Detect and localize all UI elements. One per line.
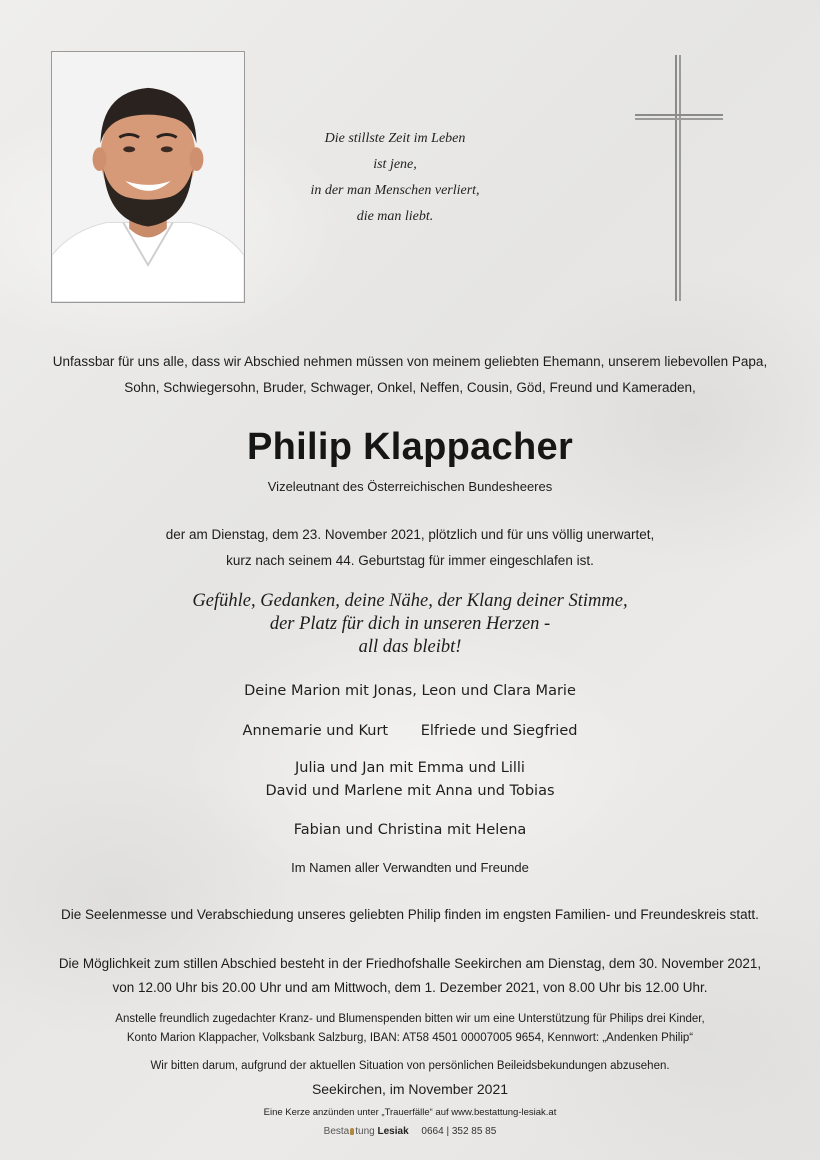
candle-icon [350, 1128, 354, 1135]
deceased-name: Philip Klappacher [246, 426, 574, 468]
place-date: Seekirchen, im November 2021 [311, 1081, 509, 1097]
condolence-note: Wir bitten darum, aufgrund der aktuellen Situation von persönlichen Beileidsbekundungen abzusehen. [150, 1060, 670, 1072]
candle-note: Eine Kerze anzünden unter „Trauerfälle“ auf www.bestattung-lesiak.at [263, 1107, 557, 1118]
donation-text [40, 1010, 780, 1048]
farewell-text [40, 952, 780, 1000]
mourner-others: Im Namen aller Verwandten und Freunde [291, 860, 529, 875]
phone-number: 0664 | 352 85 85 [421, 1126, 497, 1137]
latin-cross-icon [635, 55, 723, 301]
mourner-sibling: Julia und Jan mit Emma und Lilli [295, 760, 525, 776]
portrait-illustration [52, 52, 244, 302]
verse-line: der Platz für dich in unseren Herzen - [269, 614, 551, 634]
death-notice-line: kurz nach seinem 44. Geburtstag für immer eingeschlafen ist. [226, 553, 594, 568]
verse-line: Gefühle, Gedanken, deine Nähe, der Klang deiner Stimme, [192, 591, 628, 611]
mourner-wife: Deine Marion mit Jonas, Leon und Clara Marie [244, 683, 576, 699]
donation-line: Konto Marion Klappacher, Volksbank Salzburg, IBAN: AT58 4501 00007005 9654, Kennwort: „Andenken Philip“ [126, 1032, 694, 1044]
deceased-rank: Vizeleutnant des Österreichischen Bundesheeres [267, 479, 553, 494]
farewell-line: Die Möglichkeit zum stillen Abschied besteht in der Friedhofshalle Seekirchen am Dienstag, dem 30. November 2021, [58, 956, 762, 971]
funeral-home-footer [40, 1125, 780, 1139]
mourner-parents [40, 723, 780, 739]
death-notice-line: der am Dienstag, dem 23. November 2021, plötzlich und für uns völlig unerwartet, [165, 527, 655, 542]
intro-line: Sohn, Schwiegersohn, Bruder, Schwager, Onkel, Neffen, Cousin, Göd, Freund und Kameraden, [124, 380, 696, 395]
brand-prefix: Besta [323, 1126, 350, 1137]
mourner-parents-right: Elfriede und Siegfried [420, 723, 578, 739]
verse-line: all das bleibt! [358, 637, 462, 657]
memorial-verse [40, 590, 780, 659]
intro-line: Unfassbar für uns alle, dass wir Abschied nehmen müssen von meinem geliebten Ehemann, unserem liebevollen Papa, [52, 354, 768, 369]
quote-line: Die stillste Zeit im Leben [324, 131, 466, 146]
portrait-photo [51, 51, 245, 303]
mourner-sibling: David und Marlene mit Anna und Tobias [265, 783, 555, 799]
intro-text [40, 349, 780, 401]
donation-line: Anstelle freundlich zugedachter Kranz- und Blumenspenden bitten wir um eine Unterstützung für Philips drei Kinder, [115, 1013, 705, 1025]
death-notice [40, 522, 780, 574]
ceremony-text: Die Seelenmesse und Verabschiedung unseres geliebten Philip finden im engsten Familien- und Freundeskreis statt. [61, 907, 759, 922]
quote-block [300, 126, 490, 230]
quote-line: in der man Menschen verliert, [310, 183, 480, 198]
brand-middle: tung [355, 1126, 375, 1137]
farewell-line: von 12.00 Uhr bis 20.00 Uhr und am Mittwoch, dem 1. Dezember 2021, von 8.00 Uhr bis 12.00 Uhr. [112, 980, 708, 995]
mourner-parents-left: Annemarie und Kurt [242, 723, 389, 739]
mourner-sibling: Fabian und Christina mit Helena [293, 822, 527, 838]
brand-name: Lesiak [377, 1126, 409, 1137]
quote-line: ist jene, [373, 157, 417, 172]
quote-line: die man liebt. [356, 209, 434, 224]
